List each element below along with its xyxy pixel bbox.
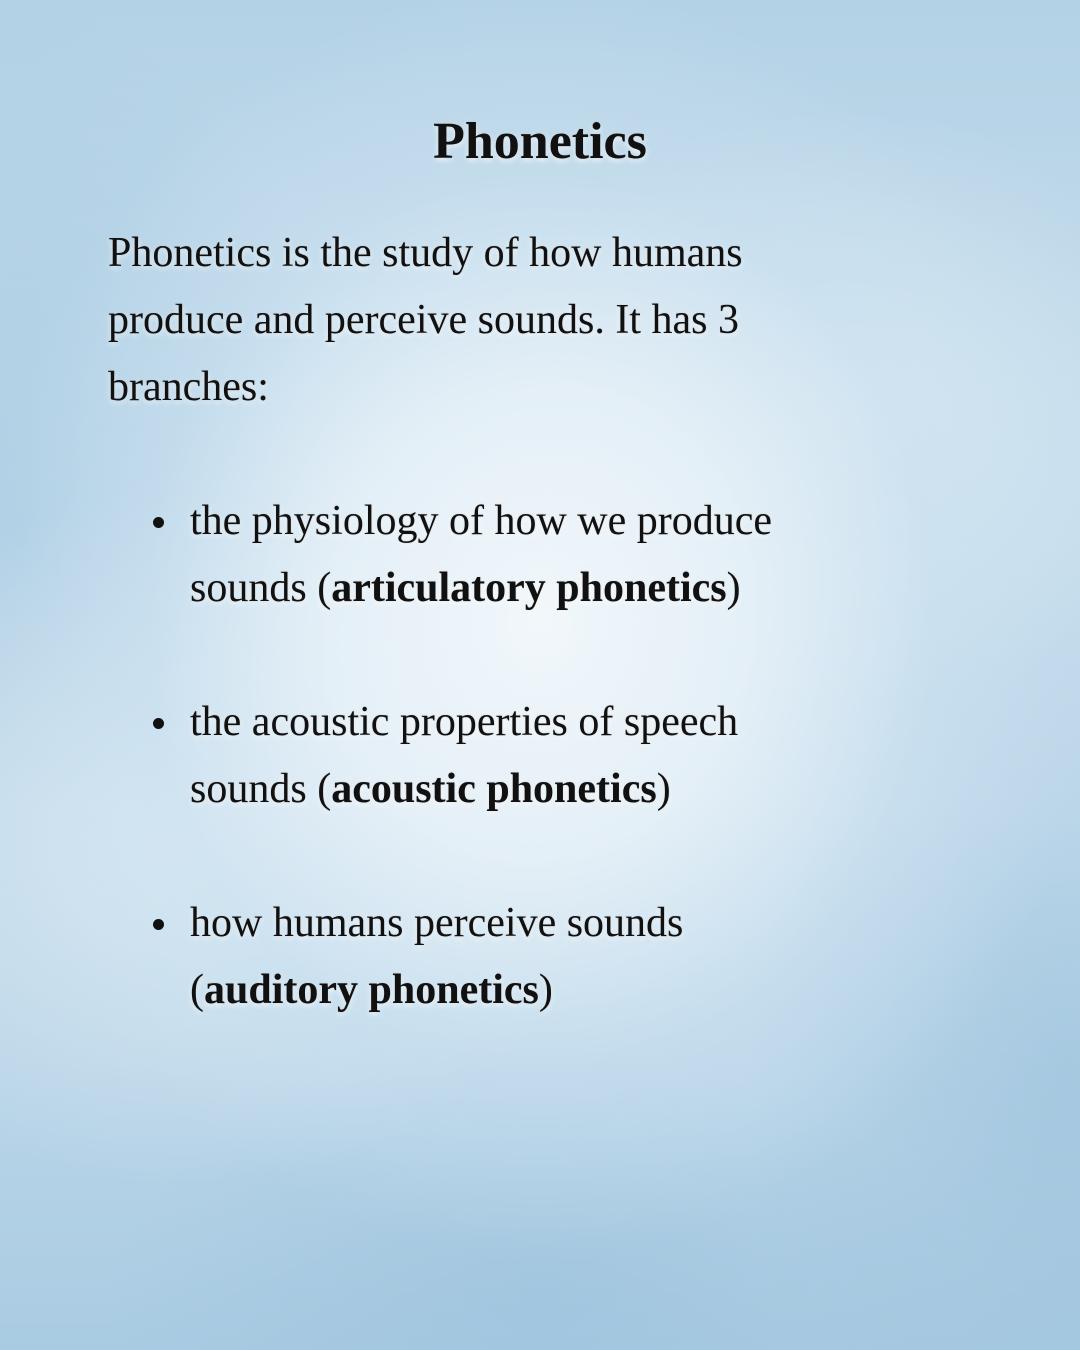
branch-term: acoustic phonetics [331, 766, 657, 812]
branch-term-suffix: ) [726, 565, 741, 611]
list-item-articulatory [150, 488, 910, 622]
branch-description: the physiology of how we produce [190, 498, 773, 544]
branch-term-prefix: sounds ( [190, 565, 332, 611]
bullet-icon [153, 517, 164, 528]
list-item-acoustic [150, 689, 910, 823]
branch-term-prefix: sounds ( [190, 766, 332, 812]
bullet-icon [153, 919, 164, 930]
branch-term: auditory phonetics [204, 967, 539, 1013]
branches-list [150, 488, 910, 1091]
branch-term-suffix: ) [538, 967, 553, 1013]
branch-term: articulatory phonetics [331, 565, 727, 611]
branch-description: the acoustic properties of speech [190, 699, 739, 745]
branch-term-prefix: ( [190, 967, 204, 1013]
branch-description: how humans perceive sounds [190, 900, 684, 946]
page-title: Phonetics [433, 113, 647, 170]
bullet-icon [153, 718, 164, 729]
list-item-auditory [150, 890, 910, 1024]
intro-paragraph: Phonetics is the study of how humans produce and perceive sounds. It has 3 branches: [108, 230, 743, 410]
branch-term-suffix: ) [656, 766, 671, 812]
